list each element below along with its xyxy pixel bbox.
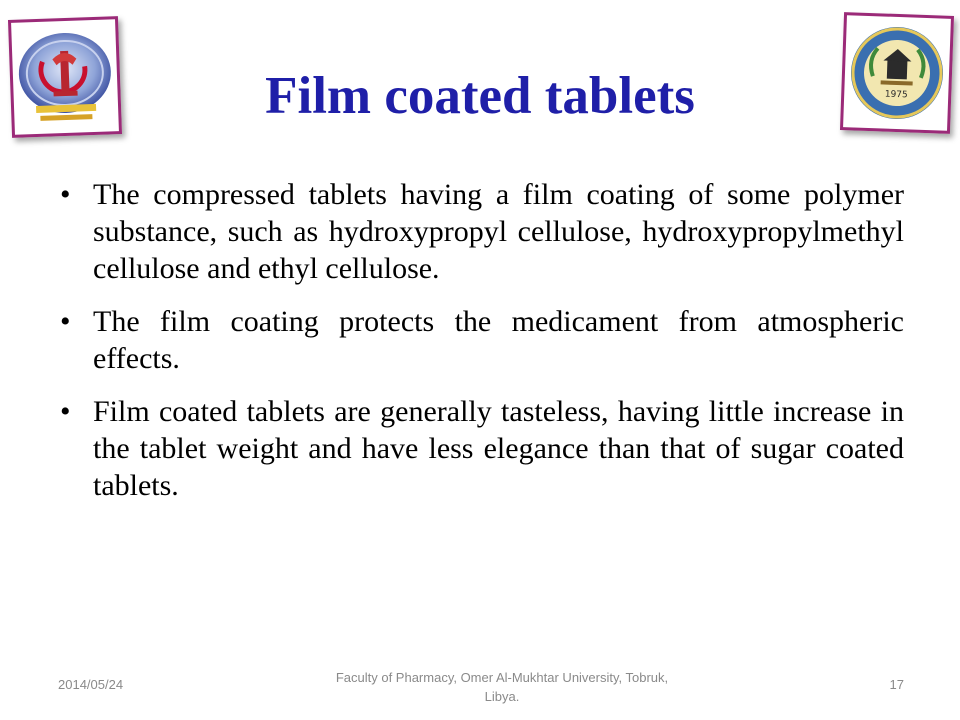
faculty-of-pharmacy-logo — [8, 16, 122, 138]
seal-year: 1975 — [884, 89, 908, 101]
footer-institution: Faculty of Pharmacy, Omer Al-Mukhtar University, Tobruk, Libya. — [335, 670, 669, 704]
bullet-item — [60, 393, 904, 504]
bullet-item — [60, 303, 904, 377]
bullet-text: The compressed tablets having a film coating of some polymer substance, such as hydroxypropyl cellulose, hydroxypropylmethyl cellulose and ethyl cellulose. — [93, 178, 904, 285]
bullet-item — [60, 176, 904, 287]
pharmacy-emblem-icon — [11, 19, 119, 135]
slide-title: Film coated tablets — [265, 67, 695, 125]
university-seal-icon — [843, 15, 951, 131]
bullet-text: The film coating protects the medicament from atmospheric effects. — [93, 305, 904, 375]
page-number: 17 — [889, 677, 904, 692]
bullet-list — [60, 176, 904, 520]
footer-date: 2014/05/24 — [58, 677, 124, 692]
bullet-marker: • — [60, 305, 71, 338]
bullet-marker: • — [60, 395, 71, 428]
university-seal-logo — [840, 12, 954, 134]
bullet-text: Film coated tablets are generally tasteless, having little increase in the tablet weight and have less elegance than that of sugar coated tablets. — [93, 395, 904, 502]
bullet-marker: • — [60, 178, 71, 211]
